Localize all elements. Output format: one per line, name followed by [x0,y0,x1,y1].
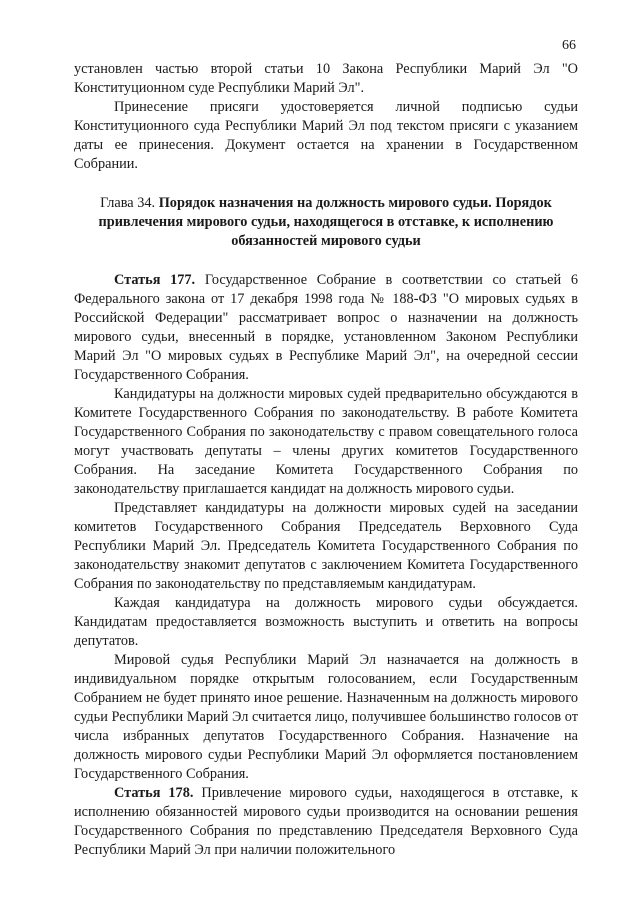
page-number: 66 [562,38,576,53]
article-177-paragraph-3: Представляет кандидатуры на должности мировых судей на заседании комитетов Государственного Собрания Председатель Верховного Суда Республики Марий Эл. Председатель Комитета Государственного Собрания по законодательству знакомит депутатов с заключением Комитета Государственного Собрания по законодательству по представляемым кандидатурам. [74,500,578,592]
article-177-paragraph-2: Кандидатуры на должности мировых судей предварительно обсуждаются в Комитете Государственного Собрания по законодательству. В работе Комитета Государственного Собрания по законодательству с правом совещательного голоса могут участвовать депутаты – члены других комитетов Государственного Собрания. На заседание Комитета Государственного Собрания по законодательству приглашается кандидат на должность мирового судьи. [74,386,578,497]
document-body [74,60,578,860]
intro-paragraph-1: установлен частью второй статьи 10 Закона Республики Марий Эл "О Конституционном суде Республики Марий Эл". [74,61,578,96]
article-177-paragraph-5: Мировой судья Республики Марий Эл назначается на должность в индивидуальном порядке открытым голосованием, если Государственным Собранием не будет принято иное решение. Назначенным на должность мирового судьи Республики Марий Эл считается лицо, получившее большинство голосов от числа избранных депутатов Государственного Собрания. Назначение на должность мирового судьи Республики Марий Эл оформляется постановлением Государственного Собрания. [74,652,578,782]
article-177-paragraph-1 [74,271,578,385]
article-178-label: Статья 178. [114,785,194,801]
article-177-text: Государственное Собрание в соответствии со статьей 6 Федерального закона от 17 декабря 1998 года № 188-ФЗ "О мировых судьях в Российской Федерации" рассматривает вопрос о назначении на должность мирового судьи, внесенный в порядке, установленном Законом Республики Марий Эл "О мировых судьях в Республике Марий Эл", на очередной сессии Государственного Собрания. [74,272,578,383]
article-178-paragraph-1 [74,784,578,860]
chapter-prefix: Глава 34. [100,195,156,211]
intro-paragraph-2: Принесение присяги удостоверяется личной подписью судьи Конституционного суда Республики Марий Эл под текстом присяги с указанием даты ее принесения. Документ остается на хранении в Государственном Собрании. [74,99,578,172]
chapter-heading [74,194,578,251]
article-178-text: Привлечение мирового судьи, находящегося в отставке, к исполнению обязанностей мирового судьи производится на основании решения Государственного Собрания по представлению Председателя Верховного Суда Республики Марий Эл при наличии положительного [74,785,578,858]
article-177-label: Статья 177. [114,272,196,288]
article-177-paragraph-4: Каждая кандидатура на должность мирового судьи обсуждается. Кандидатам предоставляется возможность выступить и ответить на вопросы депутатов. [74,595,578,649]
chapter-title: Порядок назначения на должность мирового судьи. Порядок привлечения мирового судьи, находящегося в отставке, к исполнению обязанностей мирового судьи [98,195,554,249]
